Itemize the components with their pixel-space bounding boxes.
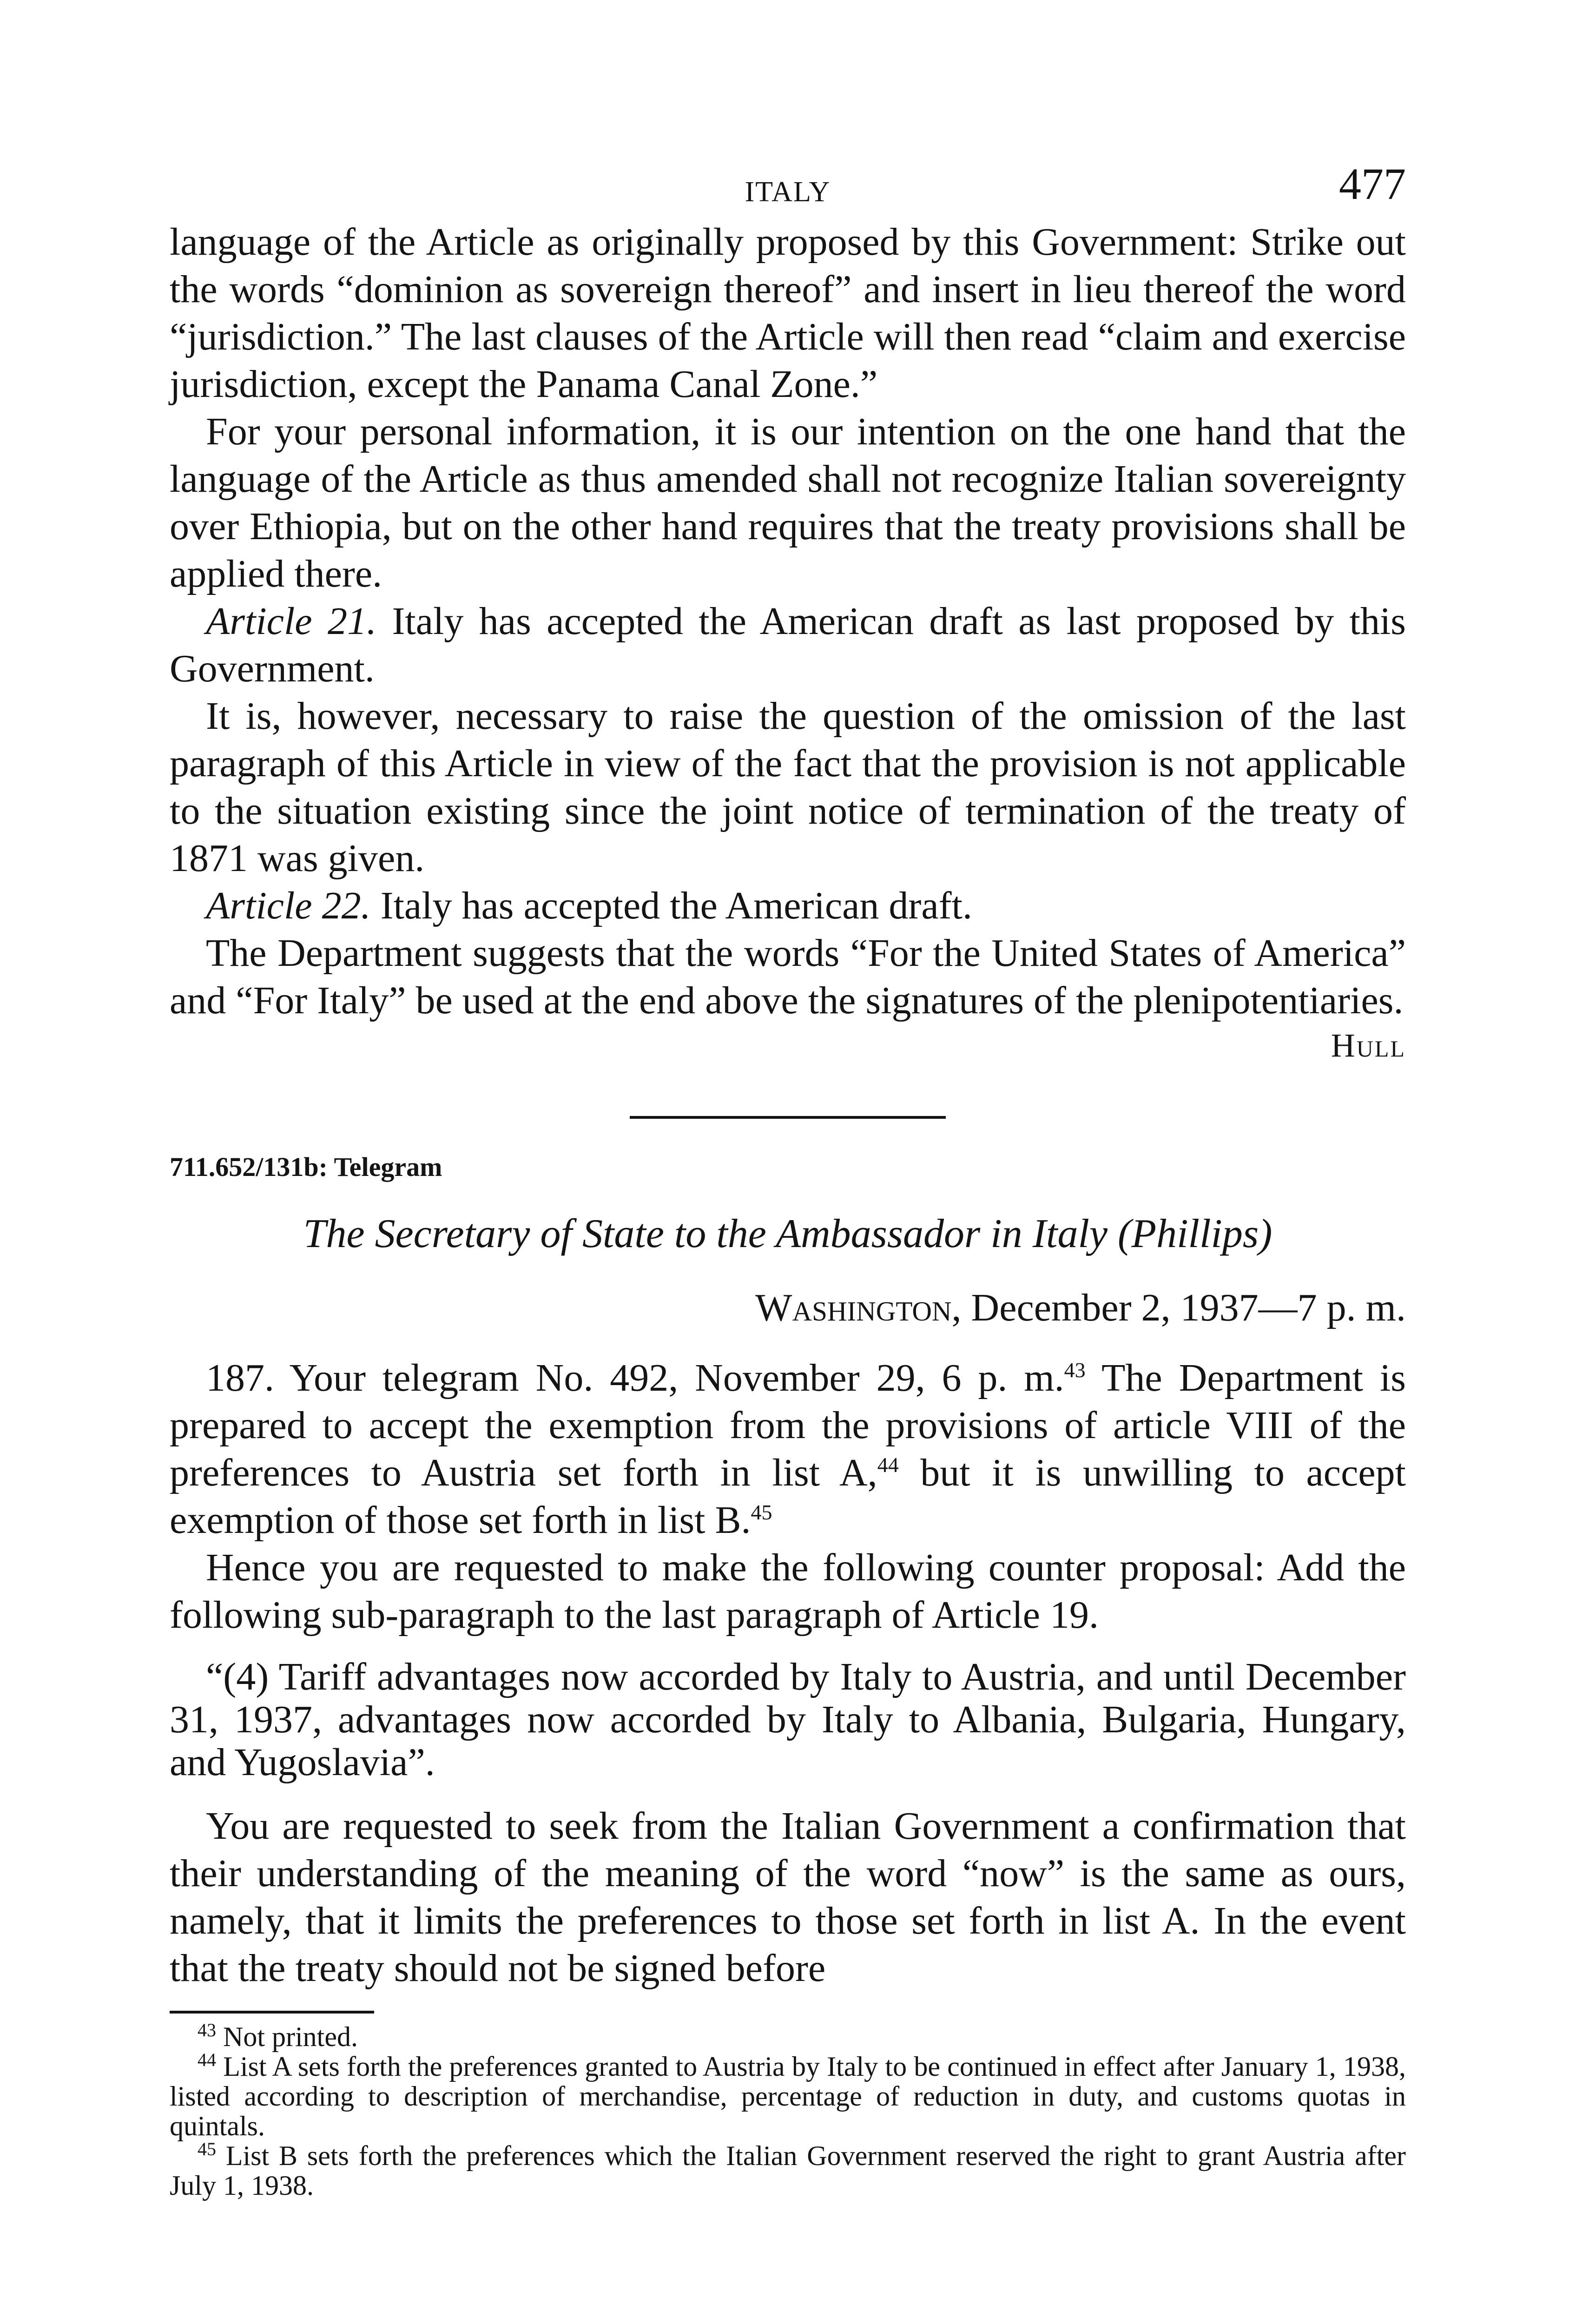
file-reference bbox=[170, 1151, 1406, 1182]
section-divider bbox=[630, 1116, 946, 1119]
dateline-place: Washington bbox=[755, 1286, 952, 1329]
block-quote-subparagraph-4: “(4) Tariff advantages now accorded by Italy to Austria, and until December 31, 1937, advantages now accorded by Italy to Albania, Bulgaria, Hungary, and Yugoslavia”. bbox=[170, 1655, 1406, 1784]
paragraph-confirmation: You are requested to seek from the Italian Government a confirmation that their understanding of the meaning of the word “now” is the same as ours, namely, that it limits the preferences to those set forth in list A. In the event that the treaty should not be signed before bbox=[170, 1804, 1406, 1990]
page-header bbox=[170, 158, 1406, 218]
dateline bbox=[170, 1285, 1406, 1330]
footnote-ref-45: 45 bbox=[751, 1500, 772, 1524]
footnote-mark-45: 45 bbox=[198, 2139, 216, 2159]
article-22-text: Italy has accepted the American draft. bbox=[370, 884, 972, 927]
footnote-44 bbox=[170, 2049, 1406, 2141]
paragraph-counter-proposal: Hence you are requested to make the following counter proposal: Add the following sub-paragraph to the last paragraph of Article 19. bbox=[170, 1546, 1406, 1637]
footnote-ref-44: 44 bbox=[877, 1453, 899, 1477]
document-page bbox=[170, 158, 1406, 2200]
footnote-divider bbox=[170, 2011, 374, 2014]
telegram-187-text-a: 187. Your telegram No. 492, November 29, 6 p. m. bbox=[206, 1356, 1064, 1400]
article-22-label: Article 22. bbox=[206, 884, 371, 927]
document-heading: The Secretary of State to the Ambassador in Italy (Phillips) bbox=[303, 1211, 1272, 1256]
paragraph-omission: It is, however, necessary to raise the question of the omission of the last paragraph of this Article in view of the fact that the provision is not applicable to the situation existing since the joint notice of termination of the treaty of 1871 was given. bbox=[170, 694, 1406, 880]
article-21-text: Italy has accepted the American draft as last proposed by this Government. bbox=[170, 600, 1406, 690]
telegram-187-text-c: but it is unwilling to accept exemption of those set forth in list B. bbox=[170, 1451, 1406, 1542]
telegram-187-text-b: The Department is prepared to accept the exemption from the provisions of article VIII of the preferences to Austria set forth in list A, bbox=[170, 1356, 1406, 1494]
paragraph-continuation: language of the Article as originally proposed by this Government: Strike out the words “dominion as sovereign thereof” and insert in lieu thereof the word “jurisdiction.” The last clauses of the Article will then read “claim and exercise jurisdiction, except the Panama Canal Zone.” bbox=[170, 220, 1406, 406]
file-number: 711.652/131b bbox=[170, 1152, 319, 1182]
paragraph-article-22 bbox=[170, 882, 1406, 930]
running-head: ITALY bbox=[745, 176, 831, 208]
paragraph-telegram-187 bbox=[170, 1354, 1406, 1544]
footnote-text-44: List A sets forth the preferences granted to Austria by Italy to be continued in effect after January 1, 1938, listed according to description of merchandise, percentage of reduction in duty, and customs quotas in quintals. bbox=[170, 2051, 1406, 2141]
page-number: 477 bbox=[1339, 159, 1406, 209]
dateline-date: , December 2, 1937—7 p. m. bbox=[951, 1286, 1406, 1329]
footnote-mark-43: 43 bbox=[198, 2020, 216, 2040]
article-21-label: Article 21. bbox=[206, 600, 377, 643]
footnote-ref-43: 43 bbox=[1064, 1358, 1086, 1382]
footnote-mark-44: 44 bbox=[198, 2049, 216, 2070]
footnote-45 bbox=[170, 2141, 1406, 2200]
signature-hull: Hull bbox=[1331, 1027, 1406, 1064]
footnote-text-45: List B sets forth the preferences which the Italian Government reserved the right to grant Austria after July 1, 1938. bbox=[170, 2140, 1406, 2201]
paragraph-signature-words: The Department suggests that the words “For the United States of America” and “For Italy” be used at the end above the signatures of the plenipotentiaries. bbox=[170, 931, 1406, 1022]
telegram-label: : Telegram bbox=[318, 1152, 442, 1182]
footnote-text-43: Not printed. bbox=[223, 2021, 358, 2052]
paragraph-personal-information: For your personal information, it is our intention on the one hand that the language of the Article as thus amended shall not recognize Italian sovereignty over Ethiopia, but on the other hand requires that the treaty provisions shall be applied there. bbox=[170, 410, 1406, 595]
footnote-43 bbox=[170, 2022, 1406, 2052]
paragraph-article-21 bbox=[170, 598, 1406, 693]
